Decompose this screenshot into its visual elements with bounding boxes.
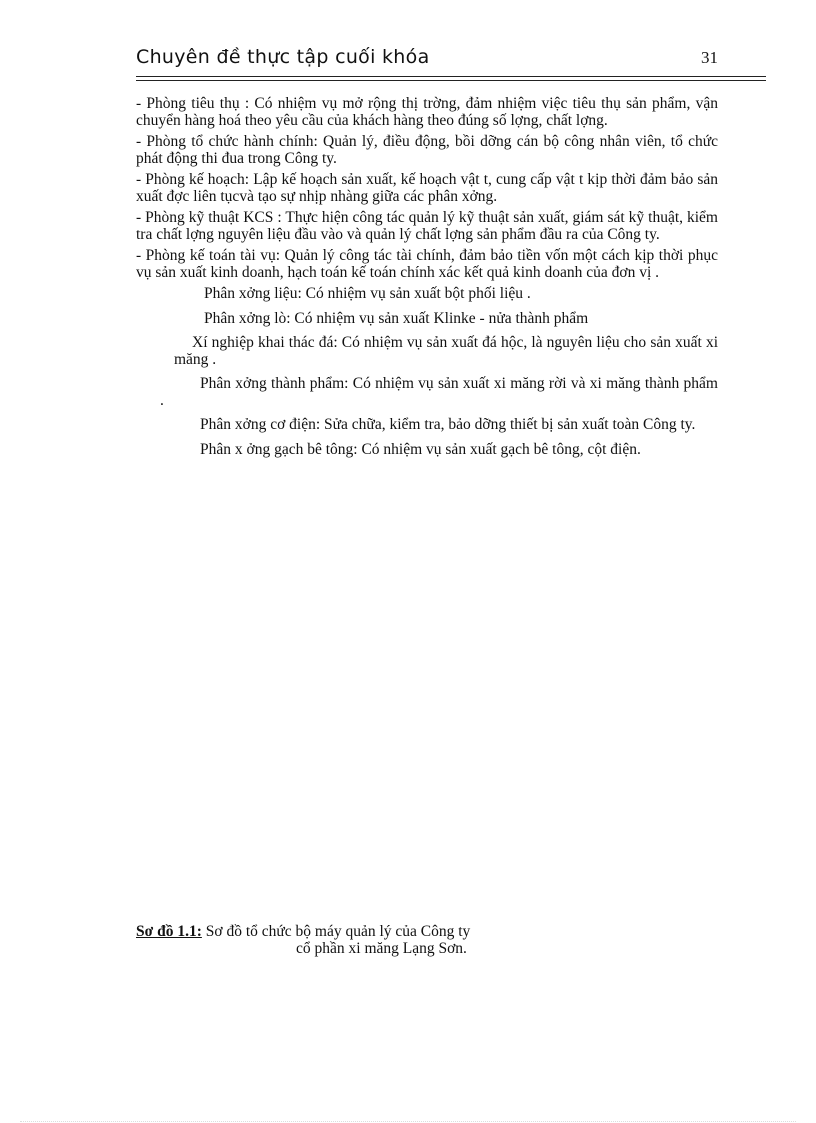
figure-caption-line1: Sơ đồ tổ chức bộ máy quản lý của Công ty <box>201 923 471 940</box>
paragraph-planning-dept: - Phòng kế hoạch: Lập kế hoạch sản xuất, kế hoạch vật t, cung cấp vật t kịp thời đảm bảo sản xuất đợc liên tụcvà tạo sự nhịp nhàng giữa các phân xởng. <box>136 171 718 205</box>
document-title: Chuyên đề thực tập cuối khóa <box>136 46 430 68</box>
header-rule-bottom <box>136 80 766 81</box>
paragraph-technical-dept: - Phòng kỹ thuật KCS : Thực hiện công tác quản lý kỹ thuật sản xuất, giám sát kỹ thuật, kiểm tra chất lợng nguyên liệu đầu vào và quản lý chất lợng sản phẩm đầu ra của Công ty. <box>136 209 718 243</box>
page-bottom-border <box>20 1121 796 1122</box>
paragraph-admin-dept: - Phòng tổ chức hành chính: Quản lý, điều động, bồi dỡng cán bộ công nhân viên, tổ chức phát động thi đua trong Công ty. <box>136 133 718 167</box>
figure-label: Sơ đồ 1.1: <box>136 923 202 940</box>
figure-caption <box>136 923 576 957</box>
header-rule-top <box>136 76 766 77</box>
paragraph-finished-product-workshop: Phân xởng thành phẩm: Có nhiệm vụ sản xuất xi măng rời và xi măng thành phẩm . <box>160 375 718 409</box>
paragraph-quarry-enterprise: Xí nghiệp khai thác đá: Có nhiệm vụ sản xuất đá hộc, là nguyên liệu cho sản xuất xi măng . <box>174 334 718 368</box>
body-text <box>136 96 718 466</box>
paragraph-concrete-brick-workshop: Phân x ởng gạch bê tông: Có nhiệm vụ sản xuất gạch bê tông, cột điện. <box>200 440 641 458</box>
paragraph-accounting-dept: - Phòng kế toán tài vụ: Quản lý công tác tài chính, đảm bảo tiền vốn một cách kịp thời phục vụ sản xuất kinh doanh, hạch toán kế toán chính xác kết quả kinh doanh của đơn vị . <box>136 247 718 281</box>
page-number: 31 <box>701 48 718 67</box>
paragraph-material-workshop: Phân xởng liệu: Có nhiệm vụ sản xuất bột phối liệu . <box>204 285 531 302</box>
paragraph-kiln-workshop: Phân xởng lò: Có nhiệm vụ sản xuất Klinke - nửa thành phẩm <box>204 309 589 327</box>
figure-caption-line2: cổ phần xi măng Lạng Sơn. <box>296 940 467 957</box>
paragraph-sales-dept: - Phòng tiêu thụ : Có nhiệm vụ mở rộng thị trờng, đảm nhiệm việc tiêu thụ sản phẩm, vận chuyển hàng hoá theo yêu cầu của khách hàng theo đúng số lợng, chất lợng. <box>136 95 718 129</box>
paragraph-mechanical-electrical-workshop: Phân xởng cơ điện: Sửa chữa, kiểm tra, bảo dỡng thiết bị sản xuất toàn Công ty. <box>200 416 696 433</box>
page-header <box>136 44 718 74</box>
